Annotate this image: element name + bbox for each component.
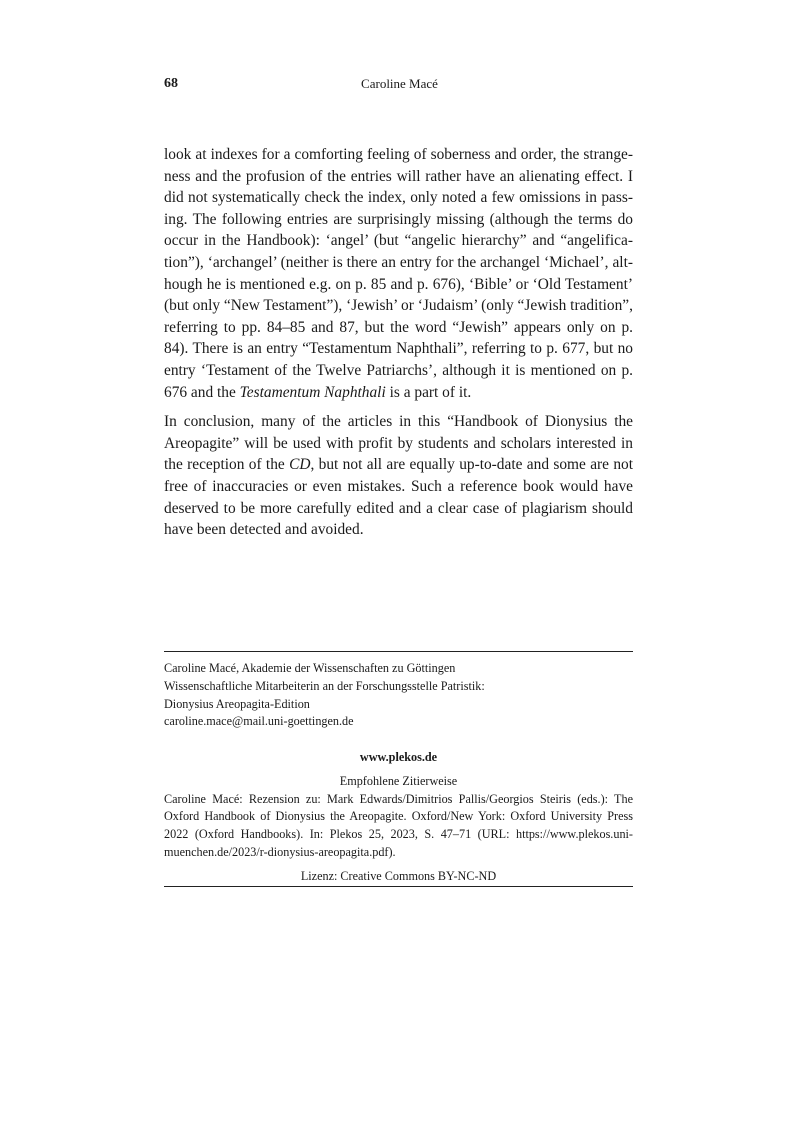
website-link[interactable]: www.plekos.de: [359, 750, 438, 764]
author-email[interactable]: caroline.mace@mail.uni-goettingen.de: [164, 714, 354, 729]
citation-text: Caroline Macé: Rezension zu: Mark Edwards/Dimitrios Pallis/Georgios Steiris (eds.): The Oxford Handbook of Dionysius the Areopagite. Oxford/New York: Oxford University Press 2022 (Oxford Handbooks). In: Plekos 25, 2023, S. 47–71 (URL: https://www.plekos.uni-muenchen.de/2023/r-dionysius-areopagita.pdf).: [164, 791, 633, 859]
author-affiliation: Caroline Macé, Akademie der Wissenschaften zu Göttingen: [164, 661, 456, 675]
author-project: Dionysius Areopagita-Edition: [164, 696, 310, 711]
citation-block: [164, 749, 633, 886]
paragraph-text: look at indexes for a comforting feeling of soberness and order, the strangeness and the profusion of the entries will rather have an alienating effect. I did not systematically check the index, only noted a few omissions in passing. The following entries are surprisingly missing (although the terms do occur in the Handbook): ‘angel’ (but “angelic hierarchy” and “angelification”), ‘archangel’ (neither is there an entry for the archangel ‘Michael’, although he is mentioned e.g. on p. 85 and p. 676), ‘Bible’ or ‘Old Testament’ (but only “New Testament”), ‘Jewish’ or ‘Judaism’ (only “Jewish tradition”, referring to pp. 84–85 and 87, but the word “Jewish” appears only on p. 84). There is an entry “Testamentum Naphthali”, referring to p. 677, but no entry ‘Testament of the Twelve Patriarchs’, although it is mentioned on p. 676 and the: [164, 146, 633, 401]
paragraph-text: , but not all are equally up-to-date and some are not free of inaccuracies or even mistakes. Such a reference book would have deserved to be more carefully edited and a clear case of plagiarism should have been detected and avoided.: [164, 456, 633, 539]
running-head: Caroline Macé: [361, 76, 438, 91]
paragraph-text: In conclusion, many of the articles in this “Handbook of Dionysius the Areopagite” will be used with profit by students and scholars interested in the reception of the: [164, 413, 633, 474]
divider-top: [164, 651, 633, 652]
paragraph-conclusion: [164, 411, 633, 541]
license-text: Lizenz: Creative Commons BY-NC-ND: [300, 868, 497, 883]
italic-title: Testamentum Naphthali: [239, 383, 386, 401]
author-position: Wissenschaftliche Mitarbeiterin an der Forschungsstelle Patristik:: [164, 678, 485, 693]
divider-bottom: [164, 886, 633, 887]
paragraph-text: is a part of it.: [385, 383, 472, 401]
author-info: [164, 660, 633, 731]
citation-heading: Empfohlene Zitierweise: [339, 773, 458, 788]
paragraph-index-remarks: [164, 144, 633, 403]
page-number: 68: [164, 76, 178, 91]
body-text: [164, 144, 633, 549]
italic-abbreviation: CD: [289, 456, 311, 474]
